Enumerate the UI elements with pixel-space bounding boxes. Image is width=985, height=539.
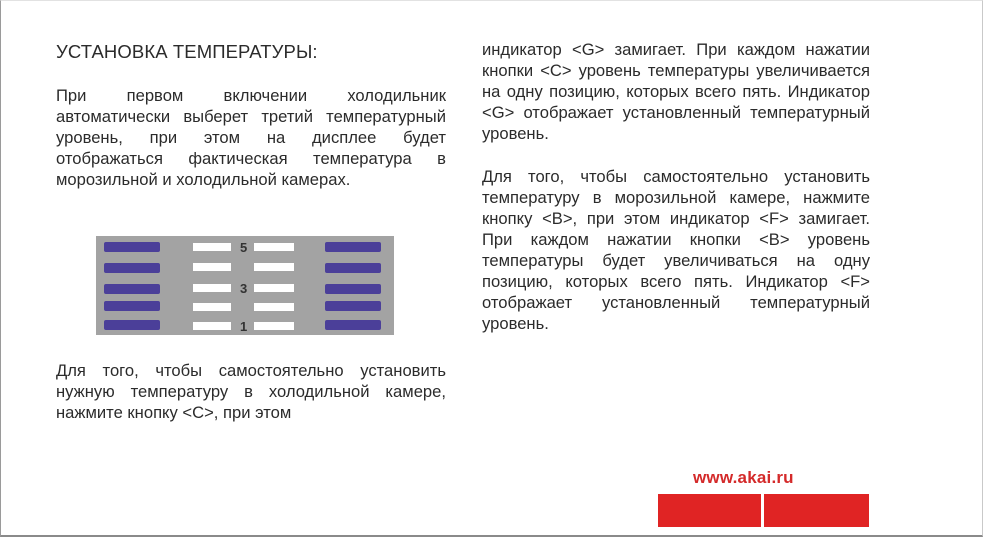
level-number-5: 5 [240, 240, 248, 255]
indicator-level-bar [254, 263, 294, 271]
indicator-segment-left [104, 301, 160, 311]
indicator-segment-left [104, 320, 160, 330]
indicator-level-bar [254, 243, 294, 251]
left-column [56, 41, 446, 190]
indicator-segment-right [325, 263, 381, 273]
indicator-level-bar [254, 284, 294, 292]
indicator-segment-right [325, 320, 381, 330]
indicator-level-bar [193, 322, 231, 330]
temperature-level-indicator [96, 236, 394, 335]
fridge-instruction-text: Для того, чтобы самостоятельно установить нужную температуру в холодильной камере, нажмите кнопку <C>, при этом [56, 361, 446, 422]
website-url: www.akai.ru [693, 468, 794, 487]
indicator-segment-right [325, 242, 381, 252]
indicator-level-bar [193, 243, 231, 251]
indicator-segment-right [325, 284, 381, 294]
right-column [482, 39, 870, 334]
indicator-level-bar [193, 303, 231, 311]
page-title: УСТАНОВКА ТЕМПЕРАТУРЫ: [56, 41, 318, 62]
indicator-segment-left [104, 284, 160, 294]
freezer-instruction-paragraph: Для того, чтобы самостоятельно установить температуру в морозильной камере, нажмите кнопку <B>, при этом индикатор <F> замигает. При каждом нажатии кнопки <B> уровень температуры будет увеличиваться на одну позицию, которых всего пять. Индикатор <F> отображает установленный температурный уровень. [482, 167, 870, 333]
indicator-segment-left [104, 263, 160, 273]
brand-red-block-right [764, 494, 869, 527]
indicator-level-bar [193, 284, 231, 292]
indicator-level-bar [254, 303, 294, 311]
indicator-segment-right [325, 301, 381, 311]
fridge-indicator-paragraph: индикатор <G> замигает. При каждом нажатии кнопки <C> уровень температуры увеличивается на одну позицию, которых всего пять. Индикатор <G> отображает установленный температурный уровень. [482, 40, 870, 143]
fridge-instruction-paragraph [56, 360, 446, 423]
indicator-segment-left [104, 242, 160, 252]
level-number-1: 1 [240, 319, 248, 334]
intro-paragraph: При первом включении холодильник автоматически выберет третий температурный уровень, при этом на дисплее будет отображаться фактическая температура в морозильной и холодильной камерах. [56, 86, 446, 189]
indicator-level-bar [254, 322, 294, 330]
indicator-level-bar [193, 263, 231, 271]
level-number-3: 3 [240, 281, 248, 296]
brand-red-block-left [658, 494, 761, 527]
